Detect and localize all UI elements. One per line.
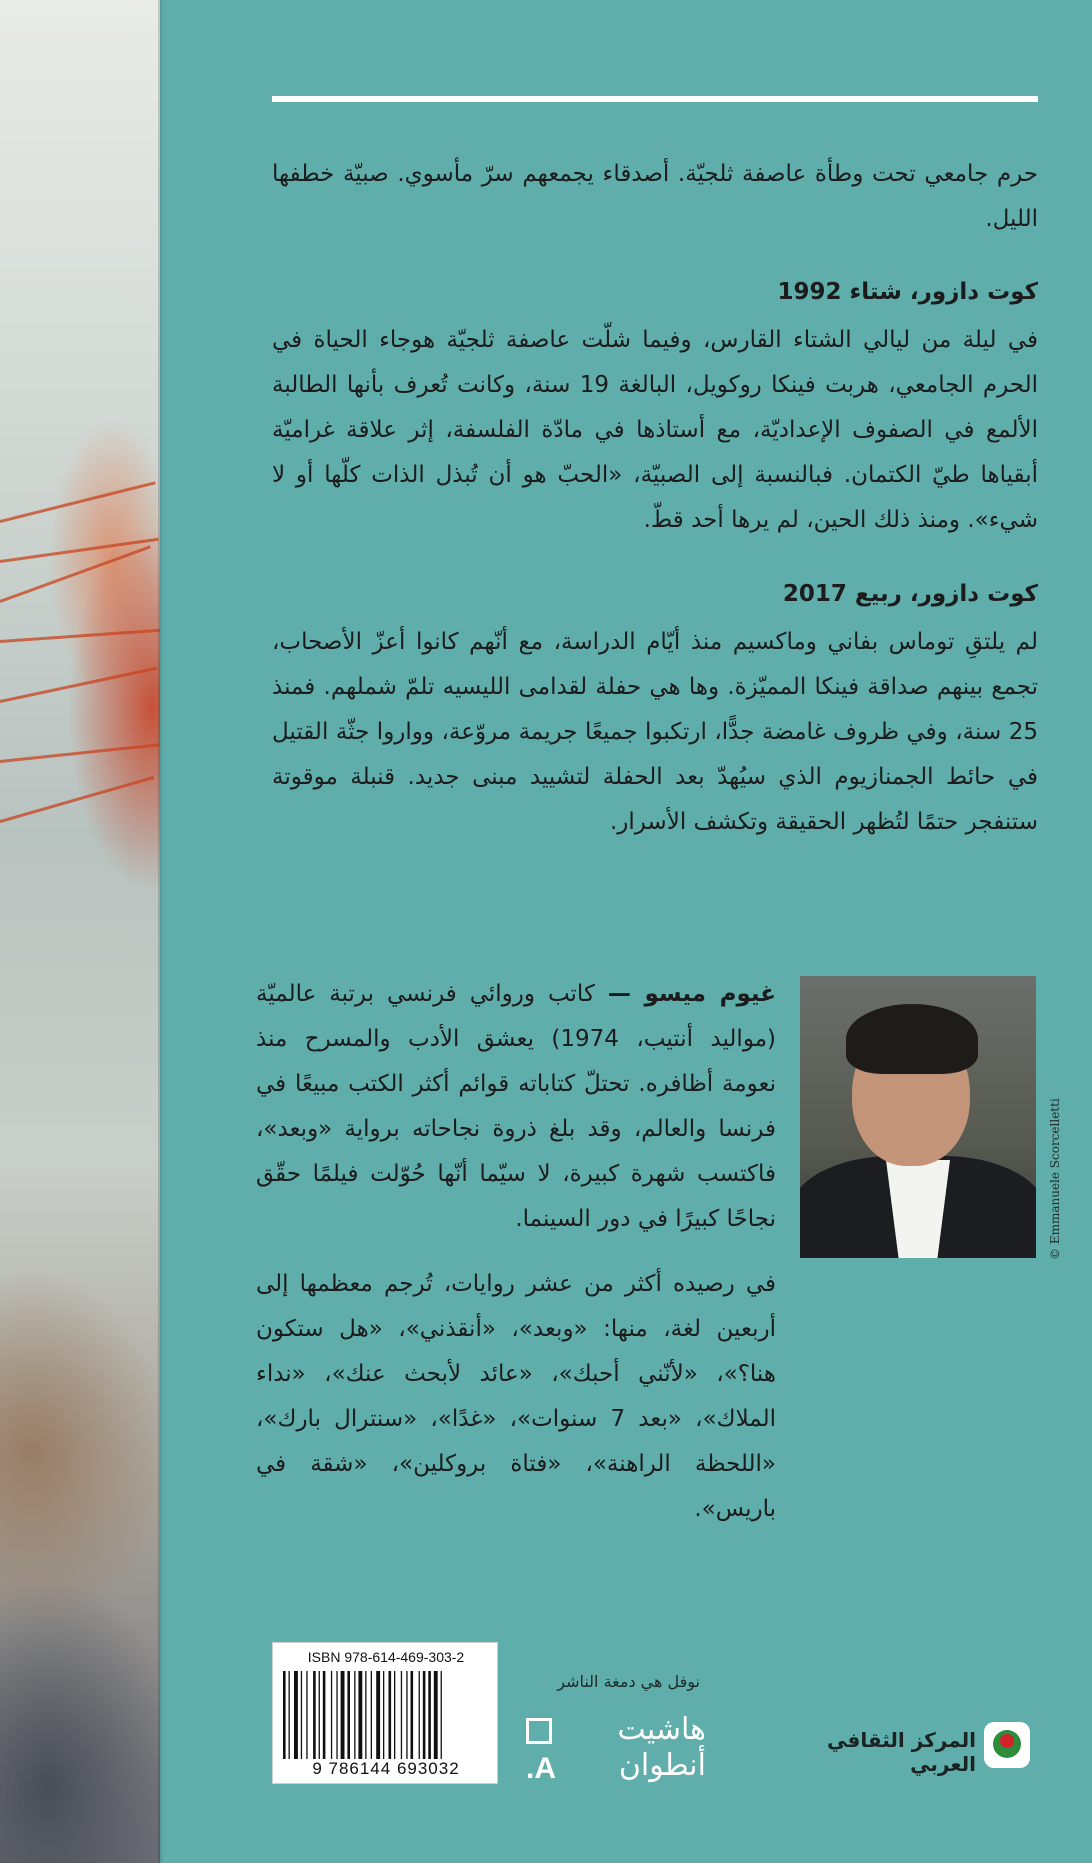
barcode-bar: [294, 1671, 298, 1759]
barcode-bar: [313, 1671, 316, 1759]
author-photo: [800, 976, 1036, 1258]
barcode-bar: [371, 1671, 372, 1759]
barcode-bar: [441, 1671, 442, 1759]
barcode-bar: [341, 1671, 345, 1759]
hair-strand: [0, 743, 159, 763]
photo-credit: © Emmanuele Scorcelletti: [1048, 1098, 1062, 1260]
barcode-bar: [389, 1671, 392, 1759]
author-bio: [256, 972, 776, 1242]
section-body-spring-2017: لم يلتقِ توماس بفاني وماكسيم منذ أيّام الدراسة، مع أنّهم كانوا أعزّ الأصحاب، تجمع بينهم صداقة فينكا المميّزة. وها هي حفلة لقدامى الليسيه تلمّ شملهم. فمنذ 25 سنة، وفي ظروف غامضة جدًّا، ارتكبوا جميعًا جريمة مروّعة، وواروا جثّة القتيل في حائط الجمنازيوم الذي سيُهدّ بعد الحفلة لتشييد مبنى جديد. قنبلة موقوتة ستنفجر حتمًا لتُظهر الحقيقة وتكشف الأسرار.: [272, 629, 1038, 835]
spine-edge: [158, 0, 164, 1863]
barcode-bar: [354, 1671, 355, 1759]
barcode-bar: [406, 1671, 407, 1759]
barcode-bar: [331, 1671, 332, 1759]
hachette-line1: هاشيت: [617, 1712, 706, 1747]
isbn-barcode: [272, 1642, 498, 1784]
barcode-bar: [306, 1671, 307, 1759]
hair-strand: [0, 481, 156, 523]
barcode-bar: [383, 1671, 384, 1759]
publisher-logo-icon: [984, 1722, 1030, 1768]
barcode-bar: [347, 1671, 350, 1759]
section-heading-spring-2017: كوت دازور، ربيع 2017: [782, 581, 1038, 607]
barcode-bar: [376, 1671, 380, 1759]
hair-strand: [0, 545, 151, 603]
publisher-logo-dot: [1000, 1734, 1014, 1748]
hair-strand: [0, 629, 160, 643]
author-hair: [846, 1004, 978, 1074]
hair-strand: [0, 667, 157, 703]
hair-strand: [0, 776, 154, 823]
hachette-mark: A.: [526, 1752, 557, 1785]
isbn-label: ISBN 978-614-469-303-2: [307, 1649, 465, 1665]
barcode-bar: [323, 1671, 326, 1759]
barcode-bar: [401, 1671, 402, 1759]
barcode-bar: [411, 1671, 414, 1759]
barcode-bars: [283, 1671, 489, 1759]
barcode-bar: [301, 1671, 302, 1759]
isbn-digits: 9 786144 693032: [312, 1759, 460, 1778]
top-divider: [272, 96, 1038, 102]
barcode-bar: [336, 1671, 337, 1759]
barcode-bar: [423, 1671, 426, 1759]
barcode-bar: [419, 1671, 420, 1759]
barcode-bar: [289, 1671, 290, 1759]
front-cover-photo-strip: [0, 0, 160, 1863]
barcode-bar: [319, 1671, 320, 1759]
author-name: غيوم ميسو —: [607, 981, 776, 1007]
imprint-note: نوفل هي دمغة الناشر: [557, 1672, 700, 1691]
barcode-bar: [365, 1671, 366, 1759]
hachette-line2: أنطوان: [618, 1748, 706, 1783]
hachette-square-icon: [526, 1718, 552, 1744]
intro-paragraph: حرم جامعي تحت وطأة عاصفة ثلجيّة. أصدقاء يجمعهم سرّ مأسوي. صبيّة خطفها الليل.: [272, 161, 1038, 232]
hachette-antoine-logo: [526, 1712, 706, 1792]
barcode-bar: [394, 1671, 395, 1759]
barcode-bar: [434, 1671, 438, 1759]
author-bibliography: في رصيده أكثر من عشر روايات، تُرجم معظمها إلى أربعين لغة، منها: «وبعد»، «أنقذني»، «هل ستكون هنا؟»، «لأنّني أحبك»، «عائد لأبحث عنك»، «نداء الملاك»، «بعد 7 سنوات»، «غدًا»، «سنترال بارك»، «اللحظة الراهنة»، «فتاة بروكلين»، «شقة في باريس».: [256, 1271, 776, 1522]
section-heading-winter-1992: كوت دازور، شتاء 1992: [777, 279, 1038, 305]
barcode-bar: [283, 1671, 286, 1759]
barcode-bar: [358, 1671, 362, 1759]
author-bio-text: كاتب وروائي فرنسي برتبة عالميّة (مواليد أنتيب، 1974) يعشق الأدب والمسرح منذ نعومة أظافره. تحتلّ كتاباته قوائم أكثر الكتب مبيعًا في فرنسا والعالم، وقد بلغ ذروة نجاحاته برواية «وبعد»، فاكتسب شهرة كبيرة، لا سيّما أنّها حُوّلت فيلمًا حقّق نجاحًا كبيرًا في دور السينما.: [256, 981, 776, 1232]
barcode-bar: [428, 1671, 431, 1759]
section-body-winter-1992: في ليلة من ليالي الشتاء القارس، وفيما شلّت عاصفة ثلجيّة هوجاء الحياة في الحرم الجامعي، هربت فينكا روكويل، البالغة 19 سنة، وكانت تُعرف بأنها الطالبة الألمع في الصفوف الإعداديّة، مع أستاذها في مادّة الفلسفة، إثر علاقة غراميّة أبقياها طيّ الكتمان. فبالنسبة إلى الصبيّة، «الحبّ هو أن تُبذل الذات كلّها أو لا شيء». ومنذ ذلك الحين، لم يرها أحد قطّ.: [272, 327, 1038, 533]
publisher-name: المركز الثقافي العربي: [826, 1728, 976, 1776]
